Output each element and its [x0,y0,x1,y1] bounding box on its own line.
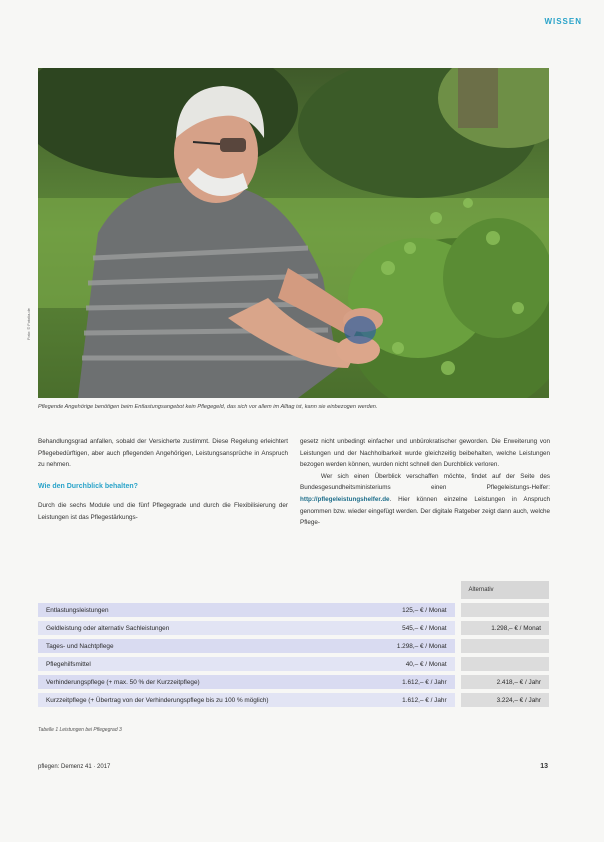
table-row [38,603,549,617]
photo-credit: Foto: © Fotolia.de [26,308,31,340]
benefit-alternative [461,657,549,671]
benefit-name: Tages- und Nachtpflege [38,639,369,653]
table-row [38,657,549,671]
benefit-name: Pflegehilfsmittel [38,657,369,671]
section-tag: WISSEN [544,17,582,26]
paragraph: Durch die sechs Module und die fünf Pflegegrade und durch die Flexibilisierung der Leistungen ist das Pflegestärkungs- [38,502,288,521]
benefit-name: Geldleistung oder alternativ Sachleistungen [38,621,369,635]
page-number: 13 [540,763,548,770]
benefit-amount: 545,– € / Monat [369,621,454,635]
table-row [38,621,549,635]
publication-footer: pflegen: Demenz 41 · 2017 [38,764,111,770]
paragraph-text: Wer sich einen Überblick verschaffen möchte, findet auf der Seite des Bundesgesundheitsministeriums einen Pflegeleistungs-Helfer: [300,472,551,492]
paragraph-text: . Hier können einzelne Leistungen in Anspruch genommen bzw. wieder eingefügt werden. Der digitale Ratgeber zeigt dann auch, welche Pflege- [300,495,550,527]
benefit-name: Kurzzeitpflege (+ Übertrag von der Verhinderungspflege bis zu 100 % möglich) [38,693,369,707]
benefit-alternative: 1.298,– € / Monat [461,621,549,635]
benefit-amount: 125,– € / Monat [369,603,454,617]
article-photo [38,68,549,398]
paragraph: gesetz nicht unbedingt einfacher und unbürokratischer geworden. Die Erweiterung von Leistungen und der Nachholbarkeit wurde gleichzeitig beibehalten, welche Leistungen bezogen werden können, wurden nicht schnell den Durchblick verloren. [300,438,550,469]
paragraph [300,471,550,529]
benefit-amount: 1.298,– € / Monat [369,639,454,653]
benefit-alternative: 2.418,– € / Jahr [461,675,549,689]
photo-caption: Pflegende Angehörige benötigen beim Entlastungsangebot kein Pflegegeld, das sich vor allem im Alltag ist, kann sie einbezogen werden. [38,404,378,410]
table-header-row [38,581,549,599]
alternative-column-header: Alternativ [461,581,549,599]
benefits-table [38,577,549,711]
paragraph: Behandlungsgrad anfallen, sobald der Versicherte zustimmt. Diese Regelung erleichtert Pflegebedürftigen, aber auch pflegenden Angehörigen, Leistungsansprüche in Anspruch zu nehmen. [38,438,288,469]
table-row [38,639,549,653]
benefit-name: Verhinderungspflege (+ max. 50 % der Kurzzeitpflege) [38,675,369,689]
table-row [38,675,549,689]
article-column-right [300,436,550,529]
subheading: Wie den Durchblick behalten? [38,482,138,490]
benefit-amount: 1.612,– € / Jahr [369,675,454,689]
benefit-amount: 1.612,– € / Jahr [369,693,454,707]
article-column-left [38,436,288,524]
benefit-alternative [461,603,549,617]
pflegeleistungshelfer-link[interactable]: http://pflegeleistungshelfer.de [300,495,390,503]
table-caption: Tabelle 1 Leistungen bei Pflegegrad 3 [38,727,122,733]
benefit-name: Entlastungsleistungen [38,603,369,617]
benefit-alternative [461,639,549,653]
table-row [38,693,549,707]
benefit-alternative: 3.224,– € / Jahr [461,693,549,707]
benefit-amount: 40,– € / Monat [369,657,454,671]
